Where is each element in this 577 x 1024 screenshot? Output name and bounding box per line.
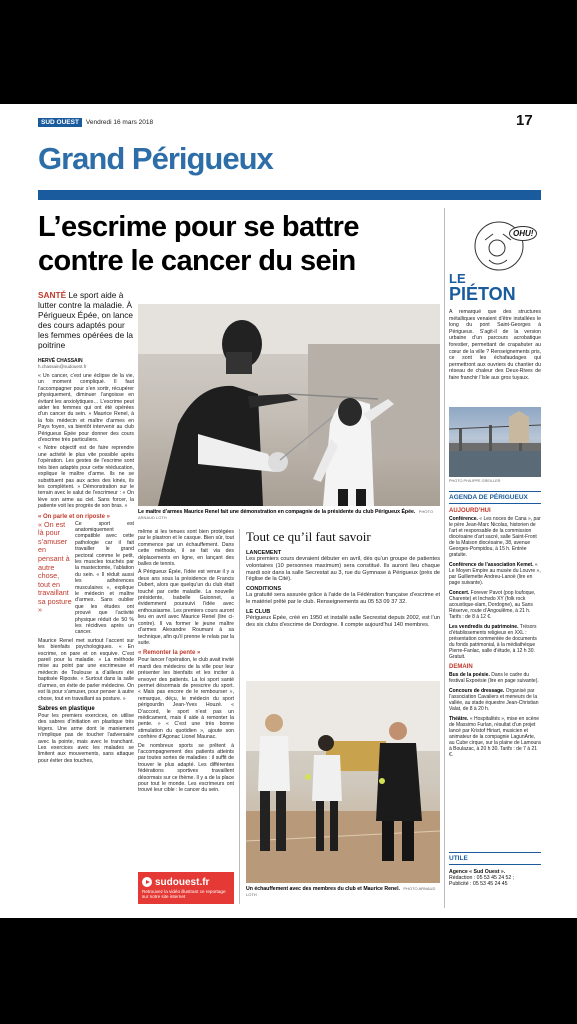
agenda-item-text: Forever Pavot (pop loufoque, Charente) et Inchvdo XY (folk rock acoustique-slam, Dordogne), au Sans Réserve, route d’Angoulême, à 21 h. Tarifs : de 8 à 12 €. [449, 590, 536, 620]
paragraph: Ce sport est anatomiquement compatible avec cette pathologie car il fait travailler le grand pectoral comme le petit, les muscles touchés par la mastectomie, l’ablation du sein. « Il réduit aussi les adhérences musculaires », explique le médecin et maître d’armes. Sans oublier que les études ont prouvé que l’activité physique réduit de 50 % les récidives après un cancer. [75, 520, 134, 636]
play-icon [142, 877, 152, 887]
info-text: La gratuité sera assurée grâce à l’aide de la Fédération française d’escrime et le matériel prêté par le club. Renseignements au 05 53 09 37 32. [246, 592, 440, 605]
agenda-item [449, 516, 541, 558]
paragraph: Maurice Renel met surtout l’accent sur les bienfaits psychologiques. « En escrime, on pare et on esquive. C’est pareil pour la maladie. » La méthode mise au point par une escrimeuse et médecin de Toulouse a d’ailleurs été baptisée Riposte. « Surtout dans la salle d’armes, on évite de parler médecine. On est là pour s’amuser, pour penser à autre chose, tout en travaillant sa posture. » [38, 637, 134, 702]
agenda-today-list [449, 516, 541, 660]
agenda-item [449, 590, 541, 620]
column-1 [38, 290, 134, 793]
paragraph: De nombreux sports se prêtent à l’accompagnement des patients atteints par toutes sortes de maladies : il suffit de trouver le plus adapté. Les différentes fédérations sportives travaillent désormais sur ce thème. Il y a de la place pour tout le monde. Les escrimeurs ont trouvé leur cible : le cancer du sein. [138, 742, 234, 794]
agenda-item-title: Bus de la poésie. [449, 672, 490, 678]
pieton-sidebar [449, 216, 541, 384]
brand-logo: SUD OUEST [38, 118, 82, 127]
agenda-item-title: Les vendredis du patrimoine. [449, 624, 519, 630]
section-rule [38, 190, 541, 200]
utile-agency: Agence « Sud Ouest ». [449, 869, 506, 875]
paragraph: « Un cancer, c’est une éclipse de la vie, un moment compliqué. Il faut l’accompagner pour s’en sortir, récupérer physiquement, diminuer l’angoisse en évitant les anxiolytiques… L’escrime peut aider les femmes qui ont été opérées d’un cancer du sein. » Maurice Renel, à la fois médecin et maître d’armes en Pays foyen, va bientôt intervenir au club Périgueux Épée pour donner des cours d’escrime très particuliers. [38, 373, 134, 444]
photo-2-caption [246, 886, 440, 898]
agenda-item-text: Dans le cadre du festival Expoésie (lire en page suivante). [449, 672, 539, 684]
promo-text: Retrouvez la vidéo illustrant ce reportage sur notre site internet [142, 888, 226, 899]
check-icon [54, 166, 88, 188]
agenda-section [449, 491, 541, 762]
photo-2-credit: PHOTO ARNAUD LOTH [246, 886, 436, 898]
brand-bar [38, 118, 153, 127]
info-heading: LE CLUB [246, 608, 271, 615]
info-heading: CONDITIONS [246, 586, 282, 593]
agenda-title: AGENDA DE PÉRIGUEUX [449, 491, 541, 504]
info-text: Les premiers cours devraient débuter en avril, dès qu’un groupe de patientes volontaires (10 personnes maximum) sera constitué. Ils auront lieu chaque mardi soir dans la salle Secrestat au 3, rue du Gymnase à Périgueux (près de l’église de la Cité). [246, 556, 440, 583]
paragraph: Pour les premiers exercices, on utilise des sabres d’initiation en plastique très légers. Une arme dont le maniement n’implique pas de toucher l’adversaire avec la pointe, mais avec le tranchant. Les exercices avec les malades se limitent aux mouvements, sans attaque pour éviter des touches, [38, 712, 134, 764]
utile-publicite: Publicité : 05 53 45 24 45 [449, 881, 508, 887]
pieton-text: A remarqué que des structures métalliques venaient d’être installées le long du pont Saint-Georges à Périgueux. S’agit-il de la version urbaine d’un parcours acrobatique forestier, permettant de crapahuter au cœur de la ville ? Renseignements pris, ce sont les échafaudages qui permettront aux ouvriers du chantier du réseau de chaleur des Deux-Rives de faire franchir l’Isle aux gros tuyaux. [449, 309, 541, 381]
promo-site: sudouest.fr [155, 876, 210, 888]
author: HERVÉ CHASSAIN [38, 358, 83, 364]
subheading: Sabres en plastique [38, 705, 95, 712]
agenda-item-text: « Hospitalités », mise en scène de Massimo Furlan, résultat d’un projet lancé par Kristof Hiriart, musicien et animateur de la compagnie LagunArte, au Cube cirque, sur la plaine de Lamoura à Boulazac, à 20 h 30. Tarifs : de 7 à 21 €. [449, 716, 541, 758]
info-text: Périgueux Épée, créé en 1950 et installé salle Secrestat depuis 2002, est l’un des six clubs d’escrime de Dordogne. Il compte aujourd’hui 140 membres. [246, 614, 440, 628]
check-overlay-button[interactable] [46, 156, 96, 198]
fencing-photo [138, 304, 440, 506]
photo-1-caption [138, 509, 440, 521]
agenda-item-title: Conférence de l’association Kemet. [449, 562, 534, 568]
author-email: h.chassain@sudouest.fr [38, 364, 87, 369]
photo-1-caption-text: Le maître d’armes Maurice Renel fait une démonstration en compagnie de la présidente du club Périgueux Épée. [138, 509, 416, 515]
photo-1-credit: PHOTO ARNAUD LOTH [138, 509, 433, 521]
paragraph: Pour lancer l’opération, le club avait invité mardi des médecins de la ville pour leur présenter les bienfaits et les inciter à envoyer des patients. La loi sport santé permet désormais de prescrire du sport. « Mais pas encore de le rembourser », remarque, déçu, le médecin du sport périgourdin Jean-Yves Houzé. « D’accord, le sport n’est pas un médicament, mais il aide à remonter la pente. » « C’est une très bonne stimulation du quotidien », ajoute son confrère d’Agonac Lionel Maunac. [138, 657, 234, 741]
headline [38, 210, 433, 278]
bridge-photo [449, 407, 541, 477]
kicker: SANTÉ [38, 290, 67, 300]
agenda-item [449, 624, 541, 660]
pieton-title: PIÉTON [449, 284, 516, 304]
info-box-title: Tout ce qu’il faut savoir [246, 529, 371, 544]
column-1-body [38, 373, 134, 793]
column-divider [444, 208, 445, 908]
promo-box[interactable] [138, 872, 234, 904]
pieton-bubble: OHU! [509, 226, 537, 241]
headline-line-1: L’escrime pour se battre [38, 211, 359, 243]
column-2 [138, 529, 234, 867]
column-divider [239, 529, 240, 904]
subheading: « Remonter la pente » [138, 650, 201, 657]
agenda-item-title: Concours de dressage. [449, 688, 505, 694]
fencing-photo-art [138, 304, 440, 506]
issue-date: Vendredi 16 mars 2018 [85, 119, 154, 126]
standfirst-text: Le sport aide à lutter contre la maladie. À Périgueux Épée, on lance des cours adaptés pour les femmes opérées de la poitrine [38, 290, 134, 350]
agenda-item [449, 672, 541, 684]
newspaper-page [0, 104, 577, 918]
agenda-item-text: Trésors d’établissements religieux en XXL : présentation commentée de documents du fonds patrimonial, à la médiathèque Pierre-Fanlac, salle d’étude, à 12 h 30. Gratuit. [449, 624, 537, 660]
warmup-photo [246, 681, 440, 883]
agenda-item [449, 562, 541, 586]
pullquote: « On est là pour s’amuser en pensant à autre chose, tout en travaillant sa posture » [38, 519, 72, 615]
agenda-item-title: Conférence. [449, 516, 478, 522]
agenda-item [449, 716, 541, 758]
info-box [246, 529, 440, 630]
bridge-photo-credit: PHOTO PHILIPPE GREILLER [449, 479, 501, 483]
bridge-photo-art [449, 407, 541, 477]
agenda-item-text: « Le Moyen Empire au musée du Louvre », par Guillemette Andreu-Lanoë (lire en page suivante). [449, 562, 541, 586]
agenda-item-text: Organisé par l’association Cavaliers et meneurs de la vallée, au stade équestre Jean-Christian Valat, de 8 à 20 h. [449, 688, 539, 712]
agenda-item-text: « Les noces de Cana », par le père Jean-Marc Nicolas, historien de l’art et responsable de la commission diocésaine d’art sacré, salle Saint-Front de la Maison diocésaine, 38, avenue Georges-Pompidou, à 15 h. Entrée gratuite. [449, 516, 541, 558]
paragraph: « Notre objectif est de faire reprendre une activité le plus vite possible après l’opération. Les gestes de l’escrime sont très bien adaptés pour cette rééducation, explique le maître d’arme. Ils ne se substituent pas aux actes des kinés, ils les complètent. » Démonstration sur le terrain avec le salut de l’escrimeur : « On lève son arme au ciel. Sans forcer, la patiente voit les progrès de son bras. » [38, 445, 134, 510]
warmup-photo-art [246, 681, 440, 883]
agenda-item-title: Théâtre. [449, 716, 469, 722]
agenda-item-title: Concert. [449, 590, 470, 596]
utile-title: UTILE [449, 852, 541, 865]
pieton-illustration [469, 216, 529, 272]
paragraph: même si les tenues sont bien protégées par le plastron et le casque. Bien sûr, tout commence par un échauffement. Dans cette méthode, il se fait via des déplacements en ligne, en lançant des balles de tennis. [138, 529, 234, 568]
headline-line-2: contre le cancer du sein [38, 245, 356, 277]
subheading: « On parle et on riposte » [38, 513, 111, 520]
agenda-item [449, 688, 541, 712]
photo-2-caption-text: Un échauffement avec des membres du club et Maurice Renel. [246, 886, 400, 892]
paragraph: À Périgueux Épée, l’idée est venue il y a deux ans sous la présidence de Francis Dubert, alors que quelqu’un du club était touché par cette maladie. La nouvelle présidente, Isabelle Guionnet, a évidemment poursuivi l’idée avec enthousiasme. Les premiers cours auront lieu en avril avec Maurice Renel (lire ci-contre). Il va former le jeune maître d’armes Alexandre Roumani à sa technique, afin qu’il prenne le relais par la suite. [138, 569, 234, 646]
utile-redaction: Rédaction : 05 53 45 24 52 ; [449, 875, 515, 881]
agenda-tomorrow: DEMAIN [449, 664, 473, 670]
agenda-today: AUJOURD’HUI [449, 508, 491, 514]
page-number: 17 [516, 112, 533, 129]
pieton-le: LE [449, 271, 466, 286]
agenda-tomorrow-list [449, 672, 541, 758]
section-title: Grand Périgueux [38, 141, 273, 176]
utile-section [449, 852, 541, 887]
info-heading: LANCEMENT [246, 550, 282, 556]
standfirst [38, 290, 134, 350]
